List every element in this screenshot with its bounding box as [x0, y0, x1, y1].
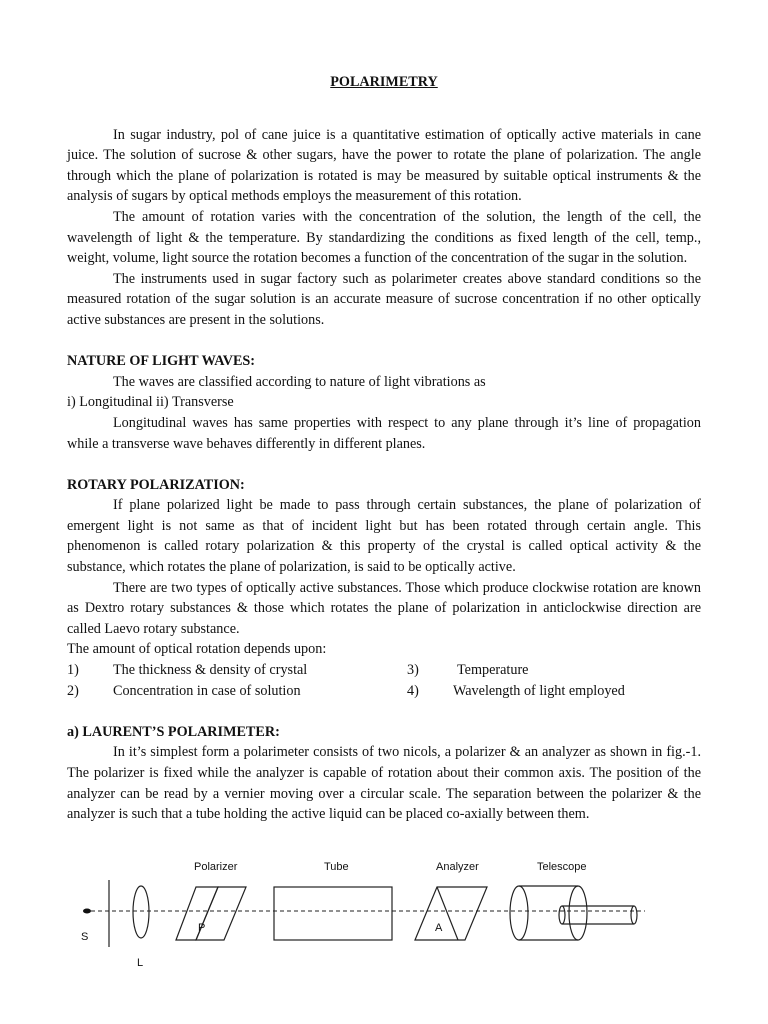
list-item-text: The thickness & density of crystal — [113, 662, 308, 679]
list-item-text: Wavelength of light employed — [453, 682, 625, 699]
section-heading-laurent: a) LAURENT’S POLARIMETER: — [67, 723, 280, 740]
eyepiece-back-ellipse — [631, 906, 637, 924]
label-polarizer: Polarizer — [194, 861, 238, 873]
source-dot — [83, 909, 91, 914]
analyzer-prism — [415, 887, 487, 940]
eyepiece-front-ellipse — [559, 906, 565, 924]
intro-paragraph-1: In sugar industry, pol of cane juice is a quantitative estimation of optically active materials in cane juice. The solution of sucrose & other sugars, have the power to rotate the plane of polarization. The angle through which the plane of polarization is rotated is may be measured by suitable optical instruments & the analysis of sugars by optical methods employs the measurement of this rotation. — [67, 126, 701, 205]
laurent-paragraph: In it’s simplest form a polarimeter consists of two nicols, a polarizer & an analyzer as shown in fig.-1. The polarizer is fixed while the analyzer is capable of rotation about their common axis. The position of the analyzer can be read by a vernier moving over a circular scale. The separation between the polarizer & the analyzer is such that a tube holding the active liquid can be placed co-axially between them. — [67, 744, 701, 823]
list-number: 2) — [67, 682, 79, 699]
label-p: P — [198, 922, 206, 934]
list-row — [67, 681, 701, 702]
list-item-text: Concentration in case of solution — [113, 682, 301, 699]
nature-line-2: i) Longitudinal ii) Transverse — [67, 394, 234, 411]
list-row — [67, 660, 701, 681]
document-page — [67, 72, 701, 825]
nature-line-1: The waves are classified according to nature of light vibrations as — [113, 373, 486, 390]
nature-paragraph: Longitudinal waves has same properties with respect to any plane through it’s line of propagation while a transverse wave behaves differently in different planes. — [67, 414, 701, 452]
label-tube: Tube — [324, 861, 349, 873]
section-heading-rotary: ROTARY POLARIZATION: — [67, 476, 245, 493]
rotary-paragraph-1: If plane polarized light be made to pass through certain substances, the plane of polarization of emergent light is not same as that of incident light but has been rotated through certain angle. This phenomenon is called rotary polarization & this property of the crystal is called optical activity & the substance, which rotates the plane of polarization, is said to be optically active. — [67, 497, 701, 576]
telescope-front-ellipse — [510, 886, 528, 940]
polarimeter-diagram — [60, 852, 720, 982]
page-title: POLARIMETRY — [330, 74, 438, 90]
list-number: 3) — [407, 662, 419, 679]
list-number: 1) — [67, 662, 79, 679]
rotary-depends-line: The amount of optical rotation depends upon: — [67, 641, 327, 658]
section-heading-nature: NATURE OF LIGHT WAVES: — [67, 353, 256, 370]
label-a: A — [435, 922, 443, 934]
intro-paragraph-3: The instruments used in sugar factory such as polarimeter creates above standard conditions so the measured rotation of the sugar solution is an accurate measure of sucrose concentration if no other optically active substances are present in the solutions. — [67, 270, 701, 328]
list-number: 4) — [407, 682, 419, 699]
polarizer-prism-face — [176, 887, 218, 940]
label-s: S — [81, 931, 89, 943]
rotary-paragraph-2: There are two types of optically active substances. Those which produce clockwise rotation are known as Dextro rotary substances & those which rotates the plane of polarization in anticlockwise direction are called Laevo rotary substance. — [67, 579, 701, 637]
intro-paragraph-2: The amount of rotation varies with the concentration of the solution, the length of the cell, the wavelength of light & the temperature. By standardizing the conditions as fixed length of the cell, temp., weight, volume, light source the rotation becomes a function of the concentration of the sugar in the solution. — [67, 208, 701, 267]
label-analyzer: Analyzer — [436, 861, 479, 873]
label-l: L — [137, 957, 144, 969]
telescope-back-ellipse — [569, 886, 587, 940]
lens-shape — [133, 886, 149, 938]
label-telescope: Telescope — [537, 861, 587, 873]
tube-rect — [274, 887, 392, 940]
list-item-text: Temperature — [457, 662, 529, 679]
